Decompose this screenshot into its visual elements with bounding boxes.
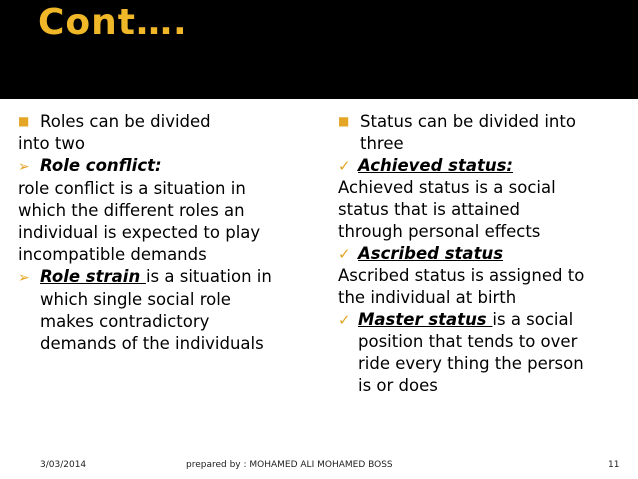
status-bullet: ■ Status can be divided into bbox=[338, 112, 576, 131]
achieved-line-3: through personal effects bbox=[338, 222, 541, 241]
achieved-line-1: Achieved status is a social bbox=[338, 178, 556, 197]
role-conflict-line-1: role conflict is a situation in bbox=[18, 179, 246, 198]
ascribed-heading: ✓ Ascribed status bbox=[338, 244, 504, 263]
status-bullet-cont: three bbox=[360, 134, 404, 153]
left-column bbox=[18, 110, 318, 355]
ascribed-line-2: the individual at birth bbox=[338, 288, 517, 307]
master-heading: ✓ Master status is a social bbox=[338, 310, 574, 329]
checkmark-icon: ✓ bbox=[338, 245, 351, 263]
roles-bullet: ■ Roles can be divided bbox=[18, 112, 211, 131]
role-conflict-line-4: incompatible demands bbox=[18, 245, 207, 264]
role-strain-heading: ➢ Role strain is a situation in bbox=[18, 266, 318, 289]
role-strain-line-2: makes contradictory bbox=[40, 312, 210, 331]
roles-bullet-cont: into two bbox=[18, 134, 85, 153]
arrow-bullet-icon: ➢ bbox=[18, 270, 30, 286]
achieved-line-2: status that is attained bbox=[338, 200, 520, 219]
page-number: 11 bbox=[608, 460, 620, 470]
square-bullet-icon: ■ bbox=[338, 114, 350, 128]
checkmark-icon: ✓ bbox=[338, 311, 351, 329]
role-conflict-line-2: which the different roles an bbox=[18, 201, 245, 220]
role-strain-line-3: demands of the individuals bbox=[40, 334, 264, 353]
master-line-3: is or does bbox=[358, 376, 438, 395]
square-bullet-icon: ■ bbox=[18, 114, 30, 128]
title-bar bbox=[0, 0, 638, 99]
arrow-bullet-icon: ➢ bbox=[18, 159, 30, 175]
footer-date: 3/03/2014 bbox=[40, 460, 87, 470]
achieved-heading: ✓ Achieved status: bbox=[338, 156, 514, 175]
title-divider bbox=[0, 99, 638, 107]
slide-title: Cont…. bbox=[38, 2, 188, 43]
master-line-2: ride every thing the person bbox=[358, 354, 584, 373]
footer-author: prepared by : MOHAMED ALI MOHAMED BOSS bbox=[186, 460, 393, 470]
role-strain-line-1: which single social role bbox=[40, 290, 231, 309]
role-conflict-line-3: individual is expected to play bbox=[18, 223, 261, 242]
role-conflict-heading: ➢ Role conflict: bbox=[18, 155, 318, 178]
checkmark-icon: ✓ bbox=[338, 157, 351, 175]
right-column bbox=[338, 110, 628, 397]
master-line-1: position that tends to over bbox=[358, 332, 578, 351]
ascribed-line-1: Ascribed status is assigned to bbox=[338, 266, 585, 285]
